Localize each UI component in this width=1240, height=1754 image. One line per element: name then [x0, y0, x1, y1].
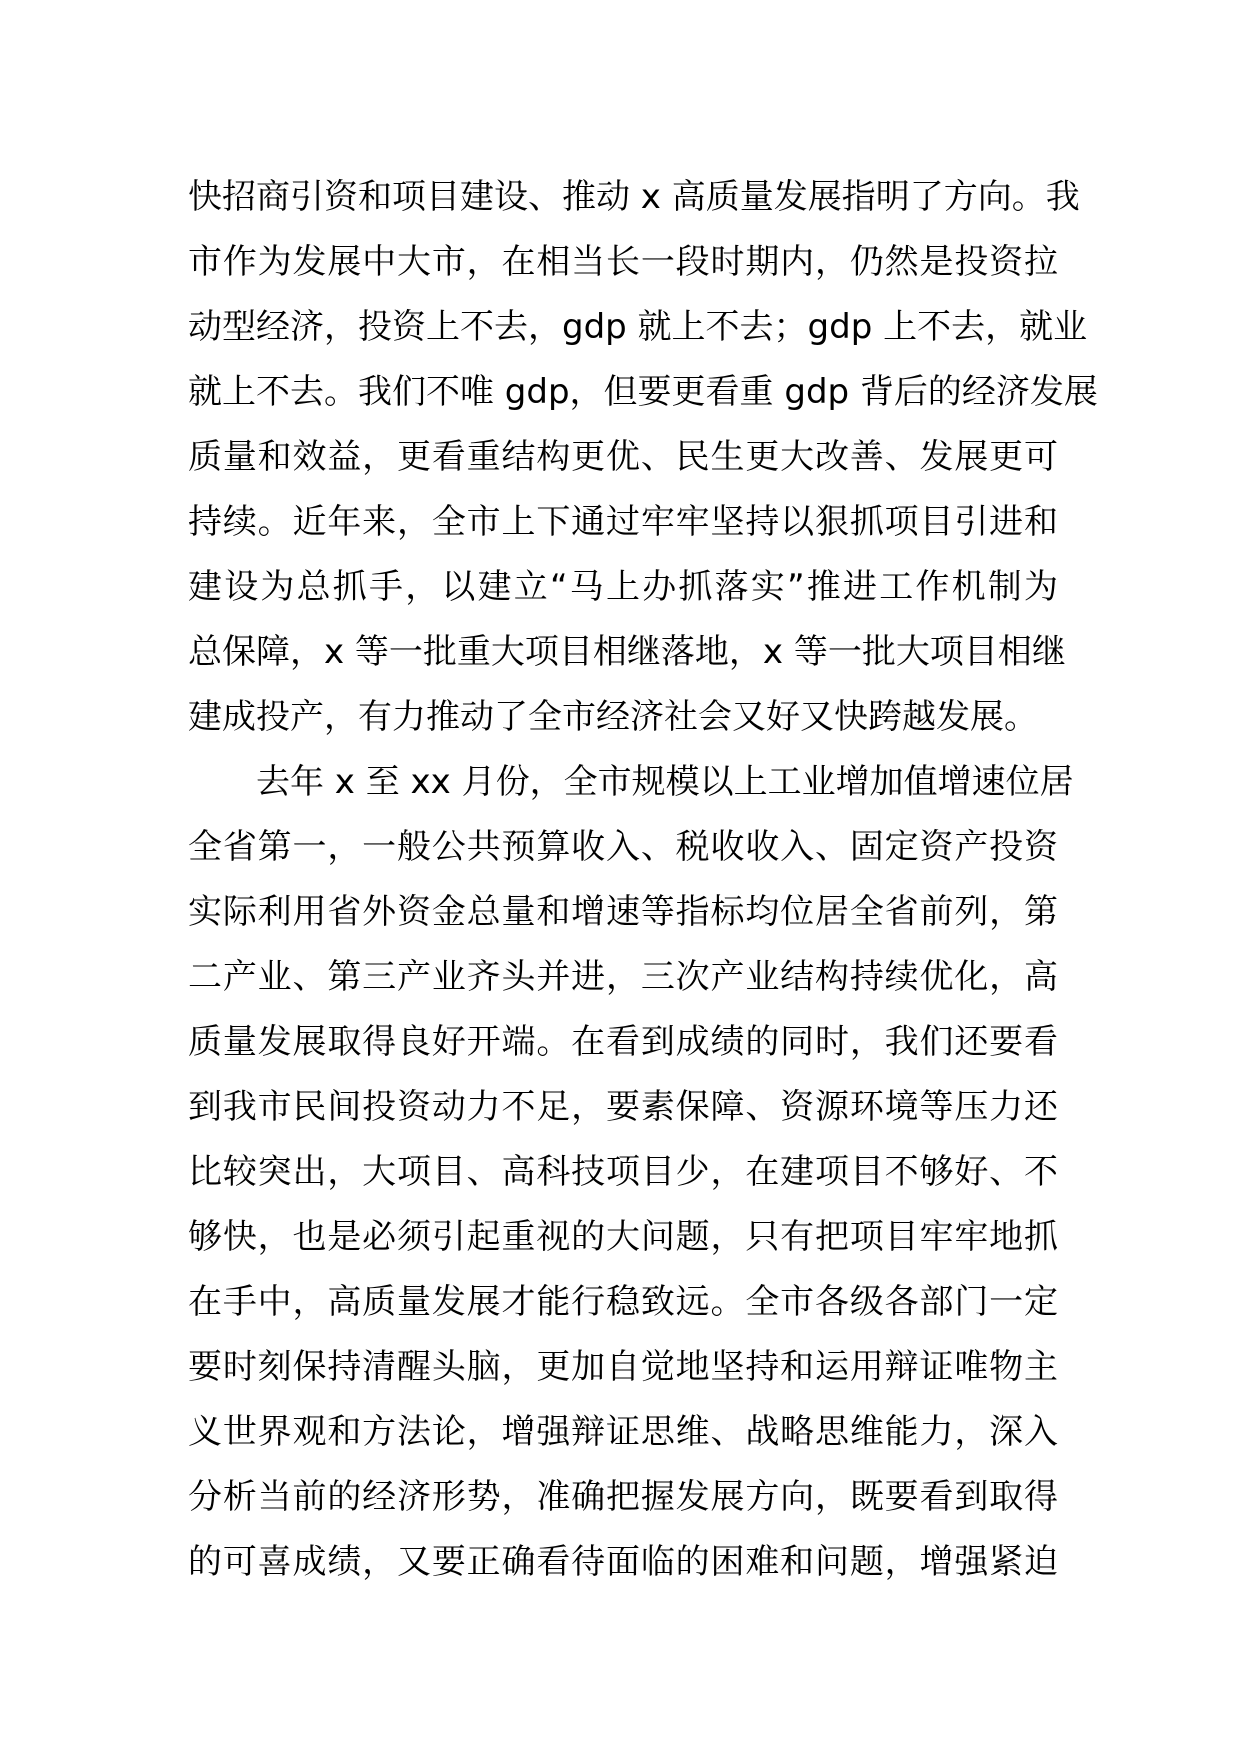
text-line: 质量发展取得良好开端。在看到成绩的同时，我们还要看: [188, 1022, 1058, 1062]
text-line: 建设为总抓手，以建立“马上办抓落实”推进工作机制为: [188, 567, 1058, 607]
text-line: 市作为发展中大市，在相当长一段时期内，仍然是投资拉: [188, 242, 1058, 282]
text-line: 二产业、第三产业齐头并进，三次产业结构持续优化，高: [188, 957, 1058, 997]
text-line: 就上不去。我们不唯 gdp，但要更看重 gdp 背后的经济发展: [188, 372, 1098, 412]
text-line: 快招商引资和项目建设、推动 x 高质量发展指明了方向。我: [188, 177, 1080, 217]
text-line: 够快，也是必须引起重视的大问题，只有把项目牢牢地抓: [188, 1217, 1058, 1257]
paragraph-2: [188, 750, 1074, 1595]
text-line: 实际利用省外资金总量和增速等指标均位居全省前列，第: [188, 892, 1058, 932]
text-line: 义世界观和方法论，增强辩证思维、战略思维能力，深入: [188, 1412, 1058, 1452]
text-line: 质量和效益，更看重结构更优、民生更大改善、发展更可: [188, 437, 1058, 477]
text-line: 持续。近年来，全市上下通过牢牢坚持以狠抓项目引进和: [188, 502, 1058, 542]
text-line: 动型经济，投资上不去，gdp 就上不去；gdp 上不去，就业: [188, 307, 1088, 347]
text-line: 总保障，x 等一批重大项目相继落地，x 等一批大项目相继: [188, 632, 1066, 672]
text-line: 的可喜成绩，又要正确看待面临的困难和问题，增强紧迫: [188, 1542, 1058, 1582]
document-body: [188, 165, 1098, 1595]
text-line: 要时刻保持清醒头脑，更加自觉地坚持和运用辩证唯物主: [188, 1347, 1058, 1387]
text-line: 到我市民间投资动力不足，要素保障、资源环境等压力还: [188, 1087, 1058, 1127]
paragraph-1: [188, 165, 1098, 750]
text-line: 去年 x 至 xx 月份，全市规模以上工业增加值增速位居: [256, 762, 1074, 802]
text-line: 比较突出，大项目、高科技项目少，在建项目不够好、不: [188, 1152, 1058, 1192]
text-line: 在手中，高质量发展才能行稳致远。全市各级各部门一定: [188, 1282, 1058, 1322]
text-line: 全省第一，一般公共预算收入、税收收入、固定资产投资: [188, 827, 1058, 867]
text-line: 分析当前的经济形势，准确把握发展方向，既要看到取得: [188, 1477, 1058, 1517]
text-line: 建成投产，有力推动了全市经济社会又好又快跨越发展。: [188, 697, 1038, 737]
